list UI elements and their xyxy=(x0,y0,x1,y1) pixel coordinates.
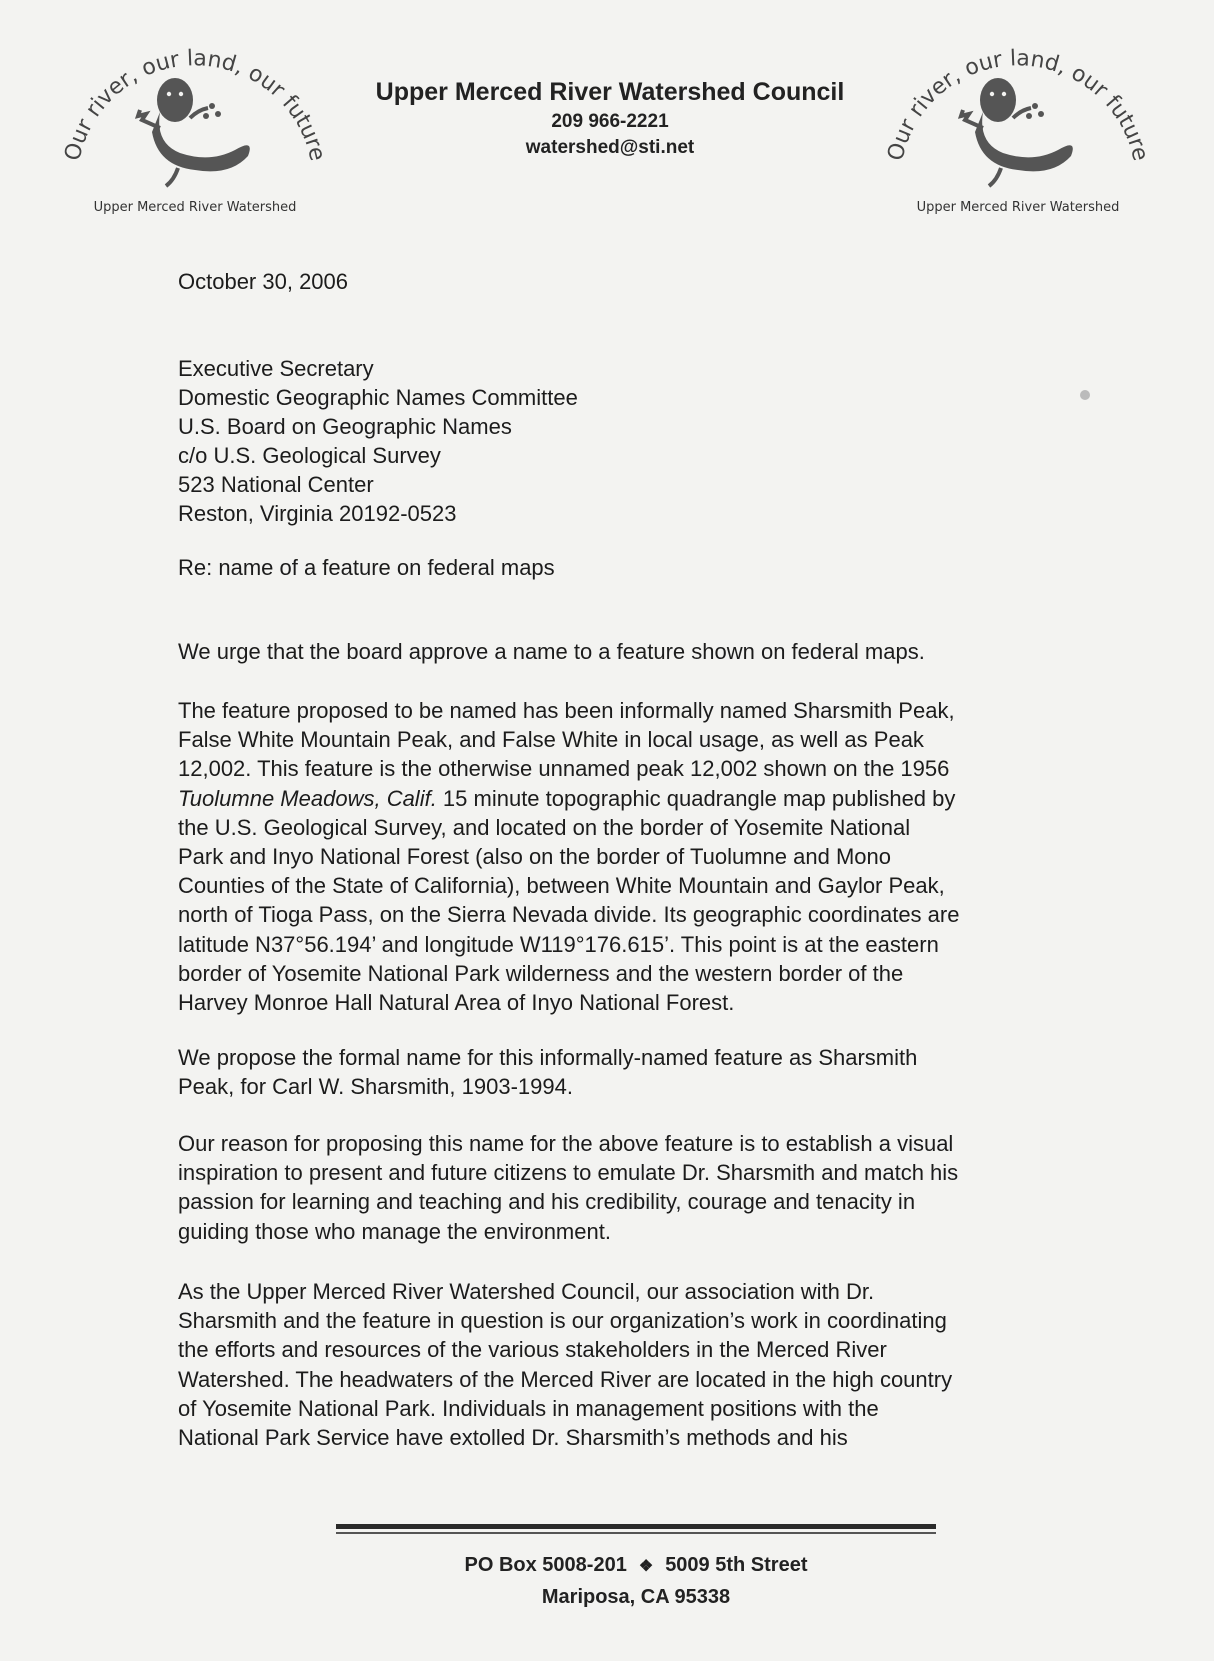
paragraph-3 xyxy=(178,1043,1078,1101)
paragraph-line: latitude N37°56.194’ and longitude W119°176.615’. This point is at the eastern xyxy=(178,931,939,957)
council-email: watershed@sti.net xyxy=(525,137,695,158)
paragraph-line: border of Yosemite National Park wilderness and the western border of the xyxy=(178,960,904,986)
logo-right xyxy=(883,28,1153,228)
address-line: 523 National Center xyxy=(178,472,374,497)
paragraph-line: National Park Service have extolled Dr. Sharsmith’s methods and his xyxy=(178,1425,848,1451)
paragraph-line: Harvey Monroe Hall Natural Area of Inyo National Forest. xyxy=(178,990,735,1016)
paragraph-line: Park and Inyo National Forest (also on the border of Tuolumne and Mono xyxy=(178,844,891,870)
footer-rule-thin xyxy=(336,1532,936,1534)
footer-line-1 xyxy=(336,1550,936,1582)
paragraph-line: 12,002. This feature is the otherwise unnamed peak 12,002 shown on the 1956 xyxy=(178,756,950,782)
address-line: Domestic Geographic Names Committee xyxy=(178,385,578,410)
salamander-icon xyxy=(138,78,250,186)
recipient-address xyxy=(178,354,1078,528)
footer-address xyxy=(336,1550,936,1612)
address-line: c/o U.S. Geological Survey xyxy=(178,443,441,468)
paragraph-line: False White Mountain Peak, and False White in local usage, as well as Peak xyxy=(178,727,924,753)
paragraph-5 xyxy=(178,1277,1078,1452)
address-line: Reston, Virginia 20192-0523 xyxy=(178,501,457,526)
paragraph-line: The feature proposed to be named has been informally named Sharsmith Peak, xyxy=(178,698,955,723)
logo-caption: Upper Merced River Watershed xyxy=(916,200,1120,215)
paragraph-line: Sharsmith and the feature in question is our organization’s work in coordinating xyxy=(178,1308,947,1334)
logo-left xyxy=(60,28,330,228)
salamander-icon xyxy=(961,78,1073,186)
subject-line: Re: name of a feature on federal maps xyxy=(178,555,555,580)
logo-arc-text: Our river, our land, our future xyxy=(883,46,1153,164)
paragraph-line: Our reason for proposing this name for the above feature is to establish a visual xyxy=(178,1131,954,1156)
paragraph-line: inspiration to present and future citizens to emulate Dr. Sharsmith and match his xyxy=(178,1160,959,1186)
logo-arc-text: Our river, our land, our future xyxy=(60,46,330,164)
paragraph-line: guiding those who manage the environment. xyxy=(178,1218,611,1244)
paragraph-line: north of Tioga Pass, on the Sierra Nevada divide. Its geographic coordinates are xyxy=(178,902,960,928)
address-line: Executive Secretary xyxy=(178,356,374,381)
paragraph-line xyxy=(178,784,1078,813)
paragraph-line: Watershed. The headwaters of the Merced River are located in the high country xyxy=(178,1366,953,1392)
letter-date: October 30, 2006 xyxy=(178,269,349,294)
council-name: Upper Merced River Watershed Council xyxy=(375,78,845,106)
paragraph-line: the U.S. Geological Survey, and located on the border of Yosemite National xyxy=(178,814,911,840)
logo-left-graphic xyxy=(60,28,330,198)
paragraph-line: Peak, for Carl W. Sharsmith, 1903-1994. xyxy=(178,1074,573,1100)
footer-street: 5009 5th Street xyxy=(665,1554,808,1576)
paragraph-line: passion for learning and teaching and his credibility, courage and tenacity in xyxy=(178,1189,916,1215)
paragraph-2 xyxy=(178,696,1078,1017)
logo-right-graphic xyxy=(883,28,1153,198)
paragraph-line: of Yosemite National Park. Individuals in management positions with the xyxy=(178,1395,879,1421)
paragraph-line: As the Upper Merced River Watershed Council, our association with Dr. xyxy=(178,1279,875,1304)
paragraph-line: Counties of the State of California), between White Mountain and Gaylor Peak, xyxy=(178,873,945,899)
map-title: Tuolumne Meadows, Calif. xyxy=(178,785,437,811)
footer-po-box: PO Box 5008-201 xyxy=(464,1554,627,1576)
paragraph-4 xyxy=(178,1129,1078,1246)
address-line: U.S. Board on Geographic Names xyxy=(178,414,512,439)
letterhead-heading xyxy=(320,78,900,159)
footer-rule xyxy=(336,1524,936,1529)
footer-city: Mariposa, CA 95338 xyxy=(541,1586,731,1608)
paragraph-line: the efforts and resources of the various stakeholders in the Merced River xyxy=(178,1337,887,1363)
paragraph-line: We propose the formal name for this informally-named feature as Sharsmith xyxy=(178,1045,918,1070)
paragraph-1: We urge that the board approve a name to a feature shown on federal maps. xyxy=(178,639,925,664)
council-phone: 209 966-2221 xyxy=(551,111,669,132)
diamond-separator-icon: ❖ xyxy=(638,1558,654,1575)
logo-caption: Upper Merced River Watershed xyxy=(93,200,297,215)
scan-speck xyxy=(1080,390,1090,400)
paragraph-line-rest: 15 minute topographic quadrangle map published by xyxy=(436,785,956,811)
